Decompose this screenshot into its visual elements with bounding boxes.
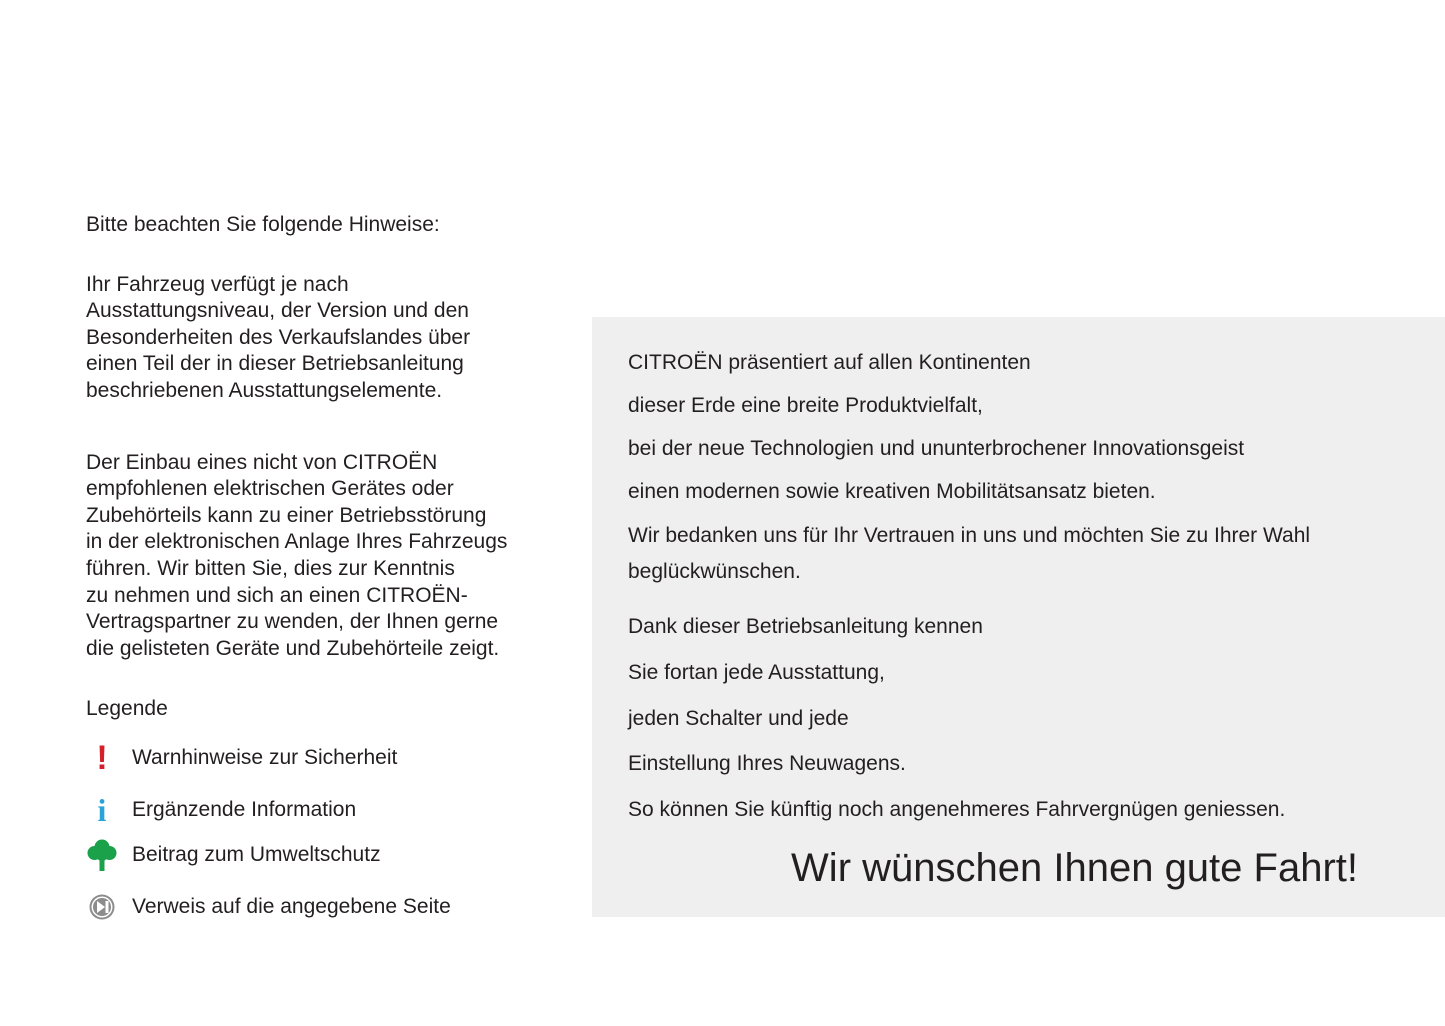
closing-greeting: Wir wünschen Ihnen gute Fahrt! xyxy=(791,846,1358,890)
accessory-warning-paragraph xyxy=(86,450,546,663)
paragraph-line: die gelisteten Geräte und Zubehörteile zeigt. xyxy=(86,636,500,660)
legend-label: Verweis auf die angegebene Seite xyxy=(132,894,451,918)
legend-title: Legende xyxy=(86,697,168,721)
welcome-panel xyxy=(592,317,1445,917)
paragraph-line: Vertragspartner zu wenden, der Ihnen gerne xyxy=(86,610,499,634)
paragraph-line: Besonderheiten des Verkaufslandes über xyxy=(86,325,471,349)
equipment-notice-paragraph xyxy=(86,272,546,405)
legend-label: Ergänzende Information xyxy=(132,797,357,821)
welcome-line: CITROËN präsentiert auf allen Kontinenten xyxy=(628,351,1031,374)
legend-label: Beitrag zum Umweltschutz xyxy=(132,842,381,866)
welcome-line: bei der neue Technologien und ununterbrochener Innovationsgeist xyxy=(628,437,1245,460)
welcome-line: einen modernen sowie kreativen Mobilitätsansatz bieten. xyxy=(628,480,1156,503)
legend-item-info xyxy=(86,791,546,828)
paragraph-line: Ausstattungsniveau, der Version und den xyxy=(86,299,469,323)
paragraph-line: führen. Wir bitten Sie, dies zur Kenntnis xyxy=(86,556,455,580)
paragraph-line: in der elektronischen Anlage Ihres Fahrzeugs xyxy=(86,530,508,554)
warning-exclamation-icon: ! xyxy=(96,738,108,777)
welcome-line: jeden Schalter und jede xyxy=(628,707,849,730)
legend-list xyxy=(86,738,546,920)
legend-item-page-reference xyxy=(86,894,546,920)
tree-icon xyxy=(86,838,118,872)
welcome-line: Dank dieser Betriebsanleitung kennen xyxy=(628,615,983,638)
paragraph-line: Zubehörteils kann zu einer Betriebsstörung xyxy=(86,503,487,527)
legend-item-warning xyxy=(86,738,546,777)
legend-item-environment xyxy=(86,842,546,868)
paragraph-line: Der Einbau eines nicht von CITROËN xyxy=(86,450,438,474)
paragraph-line: empfohlenen elektrischen Gerätes oder xyxy=(86,477,454,501)
intro-text: Bitte beachten Sie folgende Hinweise: xyxy=(86,213,440,236)
left-column xyxy=(86,212,546,920)
paragraph-line: beschriebenen Ausstattungselemente. xyxy=(86,378,443,402)
welcome-line: So können Sie künftig noch angenehmeres Fahrvergnügen geniessen. xyxy=(628,798,1286,821)
paragraph-line: einen Teil der in dieser Betriebsanleitung xyxy=(86,352,464,376)
welcome-line: Einstellung Ihres Neuwagens. xyxy=(628,752,906,775)
paragraph-line: Ihr Fahrzeug verfügt je nach xyxy=(86,272,349,296)
welcome-line: Sie fortan jede Ausstattung, xyxy=(628,661,885,684)
page-reference-icon xyxy=(86,890,118,924)
info-icon: i xyxy=(97,791,107,828)
paragraph-line: zu nehmen und sich an einen CITROËN- xyxy=(86,583,468,607)
welcome-line: Wir bedanken uns für Ihr Vertrauen in uns und möchten Sie zu Ihrer Wahl xyxy=(628,524,1311,547)
welcome-line: dieser Erde eine breite Produktvielfalt, xyxy=(628,394,983,417)
legend-label: Warnhinweise zur Sicherheit xyxy=(132,745,398,769)
welcome-line: beglückwünschen. xyxy=(628,560,801,583)
